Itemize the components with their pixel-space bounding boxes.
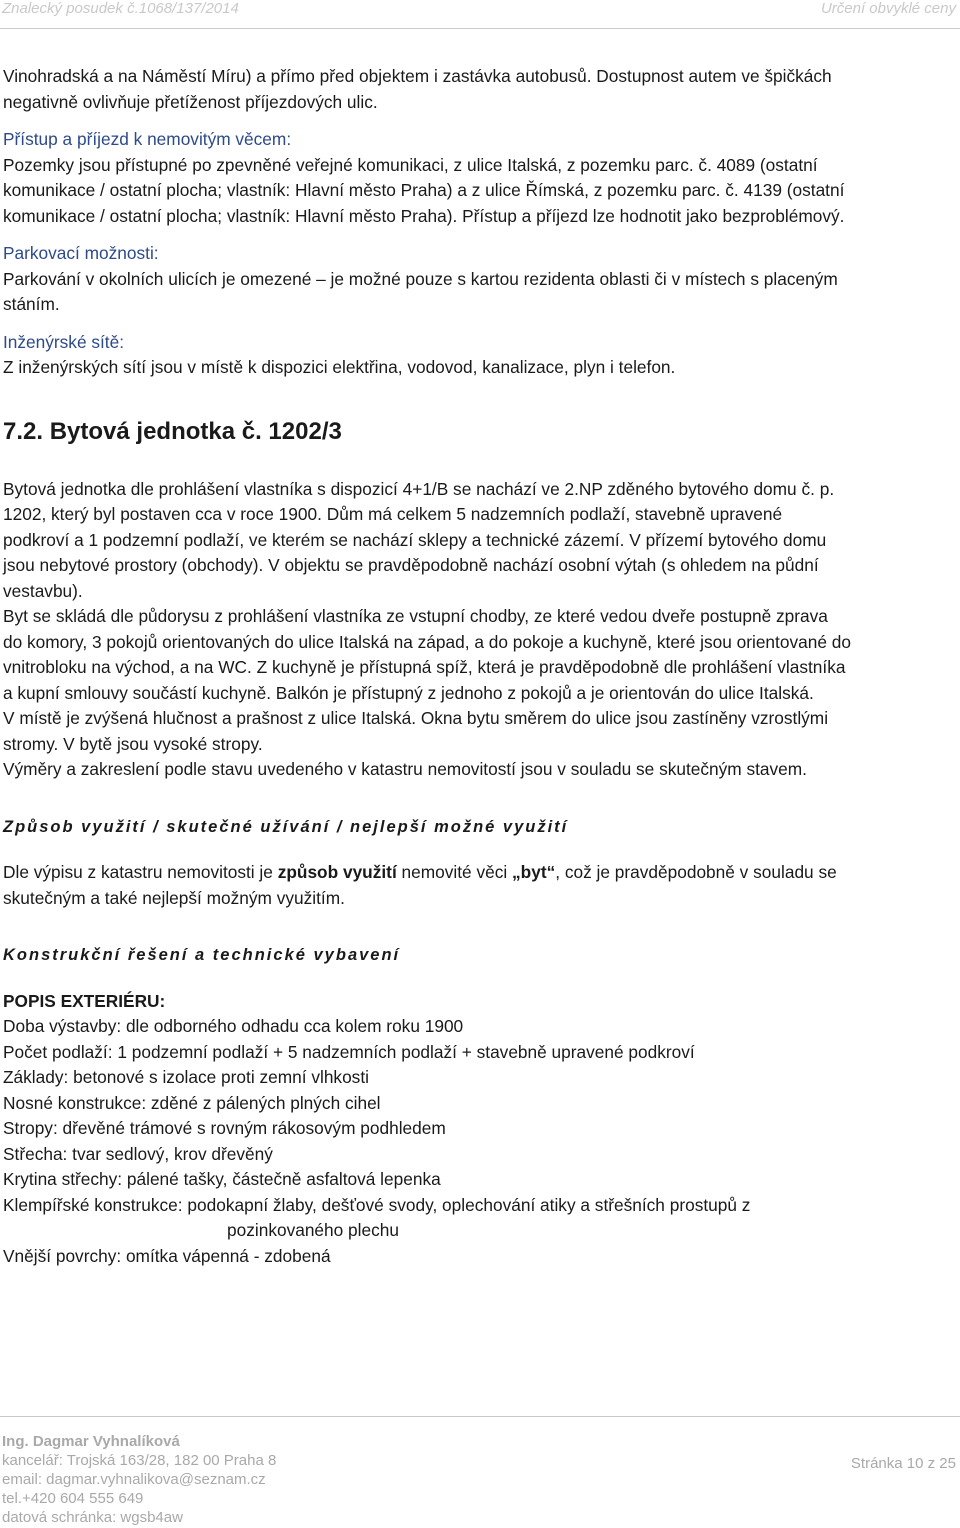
unit-line: stromy. V bytě jsou vysoké stropy. (3, 733, 263, 754)
construction-item: Počet podlaží: 1 podzemní podlaží + 5 nadzemních podlaží + stavebně upravené podkroví (3, 1041, 695, 1062)
unit-line: Výměry a zakreslení podle stavu uvedeného v katastru nemovitostí jsou v souladu se skutečným stavem. (3, 759, 807, 779)
construction-item: Základy: betonové s izolace proti zemní vlhkosti (3, 1067, 369, 1087)
construction-item: Nosné konstrukce: zděné z pálených plných cihel (3, 1092, 381, 1113)
usage-line-1: Dle výpisu z katastru nemovitosti je způsob využití nemovité věci „byt“, což je pravděpodobně v souladu se (3, 862, 837, 882)
utilities-line-1: Z inženýrských sítí jsou v místě k dispozici elektřina, vodovod, kanalizace, plyn i telefon. (3, 357, 676, 377)
usage-line-2: skutečným a také nejlepší možným využitím. (3, 887, 345, 908)
unit-line: jsou nebytové prostory (obchody). V objektu se pravděpodobně nachází osobní výtah (s ohledem na půdní (3, 555, 819, 575)
parking-line-1: Parkování v okolních ulicích je omezené – je možné pouze s kartou rezidenta oblasti či v místech s placeným (3, 268, 838, 289)
construction-item-continued: pozinkovaného plechu (227, 1220, 399, 1240)
unit-line: a kupní smlouvy součástí kuchyně. Balkón je přístupný z jednoho z pokojů a je orientován do ulice Italská. (3, 682, 814, 703)
page-footer (2, 1432, 276, 1527)
unit-line: 1202, který byl postaven cca v roce 1900. Dům má celkem 5 nadzemních podlaží, stavebně upravené (3, 504, 783, 524)
construction-item: Doba výstavby: dle odborného odhadu cca kolem roku 1900 (3, 1016, 464, 1036)
unit-description (3, 477, 957, 783)
footer-divider (0, 1416, 960, 1417)
header-doc-title: Znalecký posudek č.1068/137/2014 (2, 0, 239, 17)
construction-section-title: Konstrukční řešení a technické vybavení (3, 946, 401, 964)
unit-line: Byt se skládá dle půdorysu z prohlášení vlastníka ze vstupní chodby, ze které vedou dveře postupně zprava (3, 606, 828, 626)
parking-line-2: stáním. (3, 294, 60, 314)
usage-section-title: Způsob využití / skutečné užívání / nejlepší možné využití (3, 817, 569, 836)
unit-line: vestavbu). (3, 580, 83, 601)
construction-item: Klempířské konstrukce: podokapní žlaby, dešťové svody, oplechování atiky a střešních prostupů z (3, 1194, 751, 1215)
intro-line-2: negativně ovlivňuje přetíženost příjezdových ulic. (3, 91, 378, 112)
document-body (3, 64, 957, 1269)
unit-line: vnitrobloku na východ, a na WC. Z kuchyně je přístupná spíž, která je pravděpodobně dle prohlášení vlastníka (3, 657, 846, 677)
construction-item: Střecha: tvar sedlový, krov dřevěný (3, 1143, 273, 1164)
access-line-1: Pozemky jsou přístupné po zpevněné veřejné komunikaci, z ulice Italská, z pozemku parc. č. 4089 (ostatní (3, 154, 818, 175)
email-address: email: dagmar.vyhnalikova@seznam.cz (2, 1471, 266, 1488)
unit-line: do komory, 3 pokojů orientovaných do ulice Italská na západ, a do pokoje a kuchyně, které jsou orientované do (3, 631, 851, 652)
page-number: Stránka 10 z 25 (850, 1455, 956, 1472)
intro-line-1: Vinohradská a na Náměstí Míru) a přímo před objektem i zastávka autobusů. Dostupnost autem ve špičkách (3, 66, 832, 86)
construction-item: Krytina střechy: pálené tašky, částečně asfaltová lepenka (3, 1169, 441, 1189)
office-address: kancelář: Trojská 163/28, 182 00 Praha 8 (2, 1452, 277, 1469)
phone-number: tel.+420 604 555 649 (2, 1490, 144, 1507)
unit-line: podkroví a 1 podzemní podlaží, ve kterém se nachází sklepy a technické zázemí. V přízemí bytového domu (3, 529, 827, 550)
parking-label: Parkovací možnosti: (3, 243, 159, 263)
header-section-title: Určení obvyklé ceny (820, 0, 956, 17)
construction-item: Stropy: dřevěné trámové s rovným rákosovým podhledem (3, 1118, 446, 1138)
unit-line: Bytová jednotka dle prohlášení vlastníka s dispozicí 4+1/B se nachází ve 2.NP zděného bytového domu č. p. (3, 478, 835, 499)
exterior-subhead: POPIS EXTERIÉRU: (3, 990, 166, 1011)
construction-item: Vnější povrchy: omítka vápenná - zdobená (3, 1245, 331, 1266)
data-box-id: datová schránka: wgsb4aw (2, 1509, 183, 1526)
header-divider (0, 28, 960, 29)
access-line-2: komunikace / ostatní plocha; vlastník: Hlavní město Praha) a z ulice Římská, z pozemku parc. č. 4139 (ostatní (3, 180, 845, 200)
author-name: Ing. Dagmar Vyhnalíková (2, 1433, 180, 1450)
unit-heading: 7.2. Bytová jednotka č. 1202/3 (3, 417, 342, 445)
unit-line: V místě je zvýšená hlučnost a prašnost z ulice Italská. Okna bytu směrem do ulice jsou zastíněny vzrostlými (3, 708, 829, 728)
page-header (0, 0, 960, 30)
access-line-3: komunikace / ostatní plocha; vlastník: Hlavní město Praha). Přístup a příjezd lze hodnotit jako bezproblémový. (3, 205, 845, 226)
utilities-label: Inženýrské sítě: (3, 331, 125, 352)
access-label: Přístup a příjezd k nemovitým věcem: (3, 129, 292, 149)
